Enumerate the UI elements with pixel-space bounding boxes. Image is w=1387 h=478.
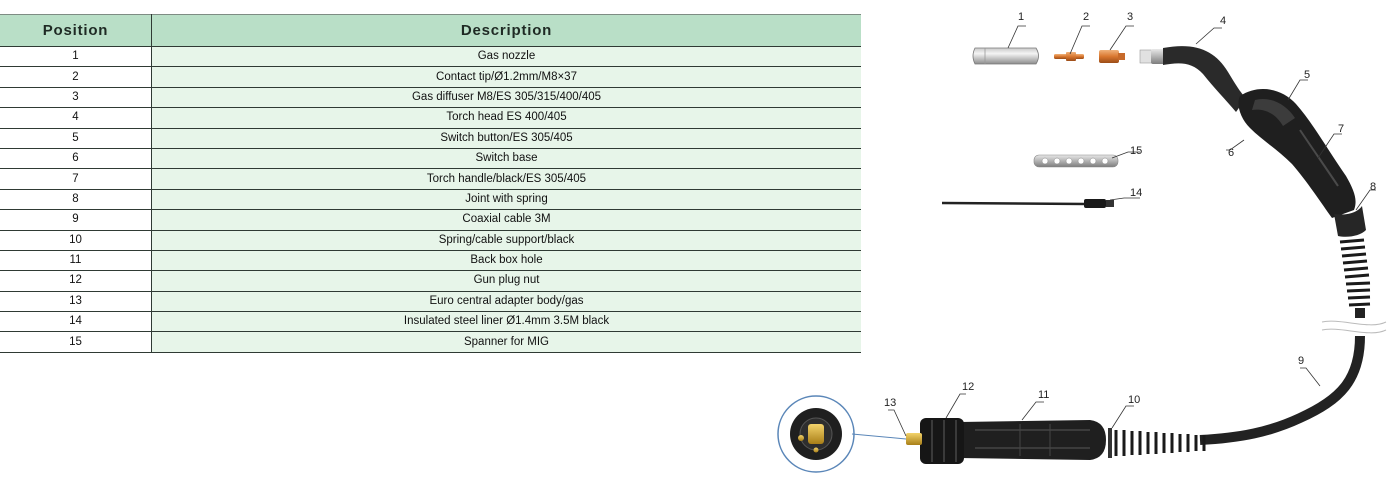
callout-5: 5 xyxy=(1304,69,1311,81)
gun-plug-nut-part xyxy=(920,418,964,464)
callout-15: 15 xyxy=(1130,145,1143,157)
torch-handle-part xyxy=(1238,89,1355,218)
spanner-part xyxy=(1034,155,1118,167)
callout-11: 11 xyxy=(1038,389,1050,401)
position-cell: 10 xyxy=(0,230,152,250)
callout-4: 4 xyxy=(1220,15,1227,27)
description-cell: Back box hole xyxy=(152,250,862,270)
position-cell: 11 xyxy=(0,250,152,270)
parts-table-body xyxy=(0,47,861,353)
table-row xyxy=(0,128,861,148)
description-column-header: Description xyxy=(152,15,862,47)
callout-1: 1 xyxy=(1018,11,1025,23)
torch-head-part xyxy=(1140,46,1246,112)
parts-table-header xyxy=(0,15,861,47)
callout-leaders xyxy=(888,26,1376,436)
table-row xyxy=(0,169,861,189)
callout-12: 12 xyxy=(962,381,975,393)
position-column-header: Position xyxy=(0,15,152,47)
callout-2: 2 xyxy=(1083,11,1090,23)
gas-nozzle-part xyxy=(973,48,1039,64)
callout-14: 14 xyxy=(1130,187,1143,199)
table-row xyxy=(0,148,861,168)
position-cell: 12 xyxy=(0,271,152,291)
joint-spring-part xyxy=(1334,206,1370,305)
table-row xyxy=(0,87,861,107)
description-cell: Contact tip/Ø1.2mm/M8×37 xyxy=(152,67,862,87)
description-cell: Insulated steel liner Ø1.4mm 3.5M black xyxy=(152,312,862,332)
table-row xyxy=(0,108,861,128)
coaxial-cable-part xyxy=(1200,308,1386,440)
description-cell: Torch head ES 400/405 xyxy=(152,108,862,128)
table-row xyxy=(0,210,861,230)
cable-support-spring-part xyxy=(1108,428,1204,458)
table-row xyxy=(0,271,861,291)
description-cell: Gun plug nut xyxy=(152,271,862,291)
position-cell: 2 xyxy=(0,67,152,87)
description-cell: Switch button/ES 305/405 xyxy=(152,128,862,148)
description-cell: Euro central adapter body/gas xyxy=(152,291,862,311)
position-cell: 3 xyxy=(0,87,152,107)
insulated-liner-part xyxy=(942,199,1114,208)
table-row xyxy=(0,67,861,87)
description-cell: Gas diffuser M8/ES 305/315/400/405 xyxy=(152,87,862,107)
callout-7: 7 xyxy=(1338,123,1345,135)
callout-10: 10 xyxy=(1128,394,1141,406)
position-cell: 5 xyxy=(0,128,152,148)
description-cell: Coaxial cable 3M xyxy=(152,210,862,230)
position-cell: 9 xyxy=(0,210,152,230)
position-cell: 15 xyxy=(0,332,152,352)
parts-table xyxy=(0,14,861,353)
callout-3: 3 xyxy=(1127,11,1134,23)
gas-diffuser-part xyxy=(1099,50,1125,63)
position-cell: 8 xyxy=(0,189,152,209)
table-row xyxy=(0,250,861,270)
table-row xyxy=(0,291,861,311)
description-cell: Spanner for MIG xyxy=(152,332,862,352)
table-row xyxy=(0,312,861,332)
table-row xyxy=(0,230,861,250)
position-cell: 6 xyxy=(0,148,152,168)
callout-6: 6 xyxy=(1228,147,1235,159)
contact-tip-part xyxy=(1054,52,1084,61)
table-row xyxy=(0,47,861,67)
position-cell: 4 xyxy=(0,108,152,128)
table-row xyxy=(0,332,861,352)
description-cell: Gas nozzle xyxy=(152,47,862,67)
description-cell: Joint with spring xyxy=(152,189,862,209)
callout-8: 8 xyxy=(1370,181,1377,193)
description-cell: Torch handle/black/ES 305/405 xyxy=(152,169,862,189)
table-row xyxy=(0,189,861,209)
position-cell: 1 xyxy=(0,47,152,67)
callout-9: 9 xyxy=(1298,355,1305,367)
description-cell: Switch base xyxy=(152,148,862,168)
callout-13: 13 xyxy=(884,397,897,409)
position-cell: 14 xyxy=(0,312,152,332)
euro-adapter-part xyxy=(778,396,922,472)
position-cell: 7 xyxy=(0,169,152,189)
position-cell: 13 xyxy=(0,291,152,311)
callout-labels xyxy=(884,11,1376,409)
torch-exploded-diagram xyxy=(770,0,1387,478)
back-handle-part xyxy=(960,420,1106,460)
header-row xyxy=(0,15,861,47)
description-cell: Spring/cable support/black xyxy=(152,230,862,250)
